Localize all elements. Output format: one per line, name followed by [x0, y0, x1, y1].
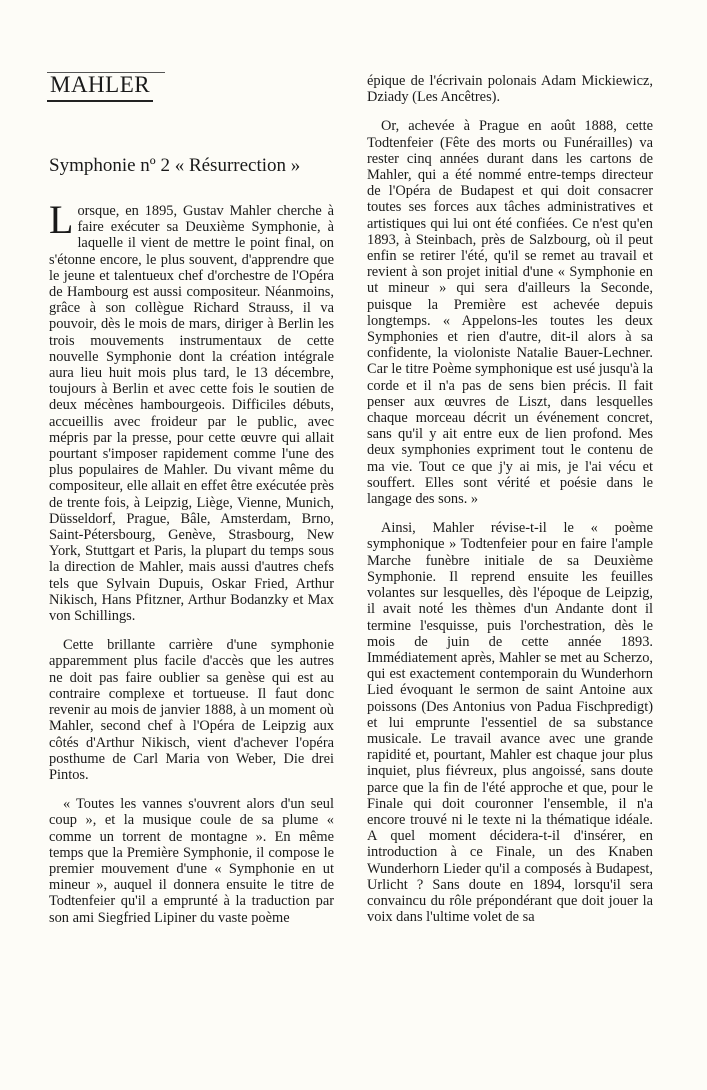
paragraph: « Toutes les vannes s'ouvrent alors d'un seul coup », et la musique coule de sa plume « comme un torrent de montagne ». En même temps que la Première Symphonie, il compose le premier mouvement d'une « Symphonie en ut mineur », auquel il donnera ensuite le titre de Todtenfeier qu'il a emprunté à la traduction par son ami Siegfried Lipiner du vaste poème	[49, 796, 334, 926]
drop-cap: L	[49, 197, 74, 242]
composer-header	[47, 72, 153, 102]
paragraph: épique de l'écrivain polonais Adam Mickiewicz, Dziady (Les Ancêtres).	[367, 73, 653, 106]
page-title: Symphonie nº 2 « Résurrection »	[49, 155, 301, 176]
paragraph-text: orsque, en 1895, Gustav Mahler cherche à faire exécuter sa Deuxième Symphonie, à laquelle il vient de mettre le point final, on s'étonne encore, le plus souvent, d'apprendre que le jeune et talentueux chef d'orchestre de l'Opéra de Hambourg est aussi compositeur. Néanmoins, grâce à son collègue Richard Strauss, il va pouvoir, dès le mois de mars, diriger à Berlin les trois mouvements instrumentaux de cette nouvelle Symphonie dont la création intégrale aura lieu huit mois plus tard, le 13 décembre, toujours à Berlin et avec cette fois le soutien de deux mécènes hambourgeois. Difficiles débuts, accueillis avec froideur par le public, avec mépris par la presse, pour cette œuvre qui allait pourtant s'imposer rapidement comme l'une des plus populaires de Mahler. Du vivant même du compositeur, elle allait en effet être exécutée près de trente fois, à Leipzig, Liège, Vienne, Munich, Düsseldorf, Prague, Bâle, Amsterdam, Brno, Saint-Pétersbourg, Genève, Strasbourg, New York, Stuttgart et Paris, la plupart du temps sous la direction de Mahler, mais aussi d'autres chefs tels que Sylvain Dupuis, Oskar Fried, Arthur Nikisch, Hans Pfitzner, Arthur Bodanzky et Max von Schillings.	[49, 203, 334, 625]
paragraph: Ainsi, Mahler révise-t-il le « poème symphonique » Todtenfeier pour en faire l'ample Marche funèbre initiale de sa Deuxième Symphonie. Il reprend ensuite les feuilles volantes sur lesquelles, dès l'époque de Leipzig, il avait noté les thèmes d'un Andante dont il termine l'esquisse, puis l'orchestration, dès le mois de juin de cette année 1893. Immédiatement après, Mahler se met au Scherzo, qui est exactement contemporain du Wunderhorn Lied évoquant le sermon de saint Antoine aux poissons (Des Antonius von Padua Fischpredigt) et lui emprunte l'essentiel de sa substance musicale. Le travail avance avec une grande rapidité et, pourtant, Mahler est chaque jour plus inquiet, plus fiévreux, plus angoissé, sans doute parce que la fin de l'été approche et que, pour le Finale qui doit couronner l'ensemble, il n'a encore trouvé ni le texte ni la thématique idéale. A quel moment décidera-t-il d'insérer, en introduction à ce Finale, un des Knaben Wunderhorn Lieder qu'il a composés à Budapest, Urlicht ? Sans doute en 1894, lorsqu'il sera convaincu du rôle prépondérant que doit jouer la voix dans l'ultime volet de sa	[367, 520, 653, 926]
composer-name: MAHLER	[50, 72, 151, 97]
right-column	[367, 73, 653, 938]
paragraph: Cette brillante carrière d'une symphonie apparemment plus facile d'accès que les autres ne doit pas faire oublier sa genèse qui est au contraire complexe et tortueuse. Il faut donc revenir au mois de janvier 1888, à un moment où Mahler, second chef à l'Opéra de Leipzig aux côtés d'Arthur Nikisch, vient d'achever l'opéra posthume de Carl Maria von Weber, Die drei Pintos.	[49, 637, 334, 783]
left-column	[49, 197, 334, 939]
paragraph: Or, achevée à Prague en août 1888, cette Todtenfeier (Fête des morts ou Funérailles) va rester cinq années durant dans les cartons de Mahler, qui a été nommé entre-temps directeur de l'Opéra de Budapest et qui doit consacrer toutes ses forces aux tâches administratives et artistiques qui lui ont été confiées. Ce n'est qu'en 1893, à Steinbach, près de Salzbourg, où il peut enfin se retirer l'été, qu'il se remet au travail et revient à son projet initial d'une « Symphonie en ut mineur » qui sera d'ailleurs la Seconde, puisque la Première est achevée depuis longtemps. « Appelons-les toutes les deux Symphonies et rien d'autre, dit-il alors à sa confidente, la violoniste Natalie Bauer-Lechner. Car le titre Poème symphonique est usé jusqu'à la corde et il n'a pas de sens bien précis. Il fait penser aux œuvres de Liszt, dans lesquelles chaque morceau décrit un événement concret, sans qu'il y ait entre eux de lien profond. Mes deux symphonies expriment tout le contenu de ma vie. Tout ce que j'y ai mis, je l'ai vécu et souffert. Elles sont vérité et poésie dans le langage des sons. »	[367, 118, 653, 508]
paragraph	[49, 197, 334, 625]
